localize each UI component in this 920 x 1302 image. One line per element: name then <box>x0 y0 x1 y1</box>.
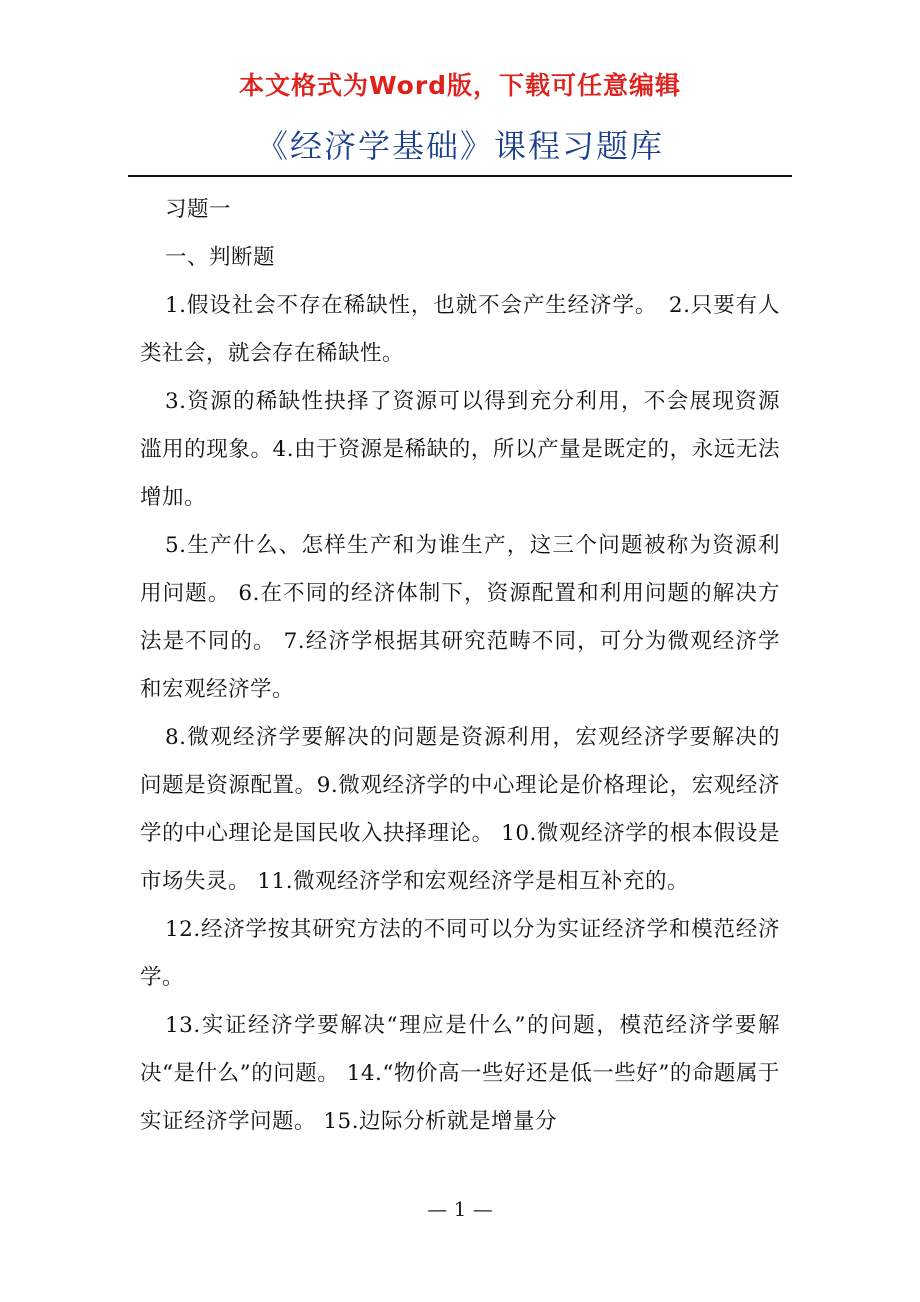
document-body <box>140 186 780 1146</box>
paragraph: 13.实证经济学要解决“理应是什么”的问题，模范经济学要解决“是什么”的问题。 14.“物价高一些好还是低一些好”的命题属于实证经济学问题。 15.边际分析就是增量分 <box>140 1013 780 1134</box>
paragraph: 5.生产什么、怎样生产和为谁生产，这三个问题被称为资源利用问题。 6.在不同的经济体制下，资源配置和利用问题的解决方法是不同的。 7.经济学根据其研究范畴不同，可分为微观经济学和宏观经济学。 <box>140 533 780 702</box>
document-title: 《经济学基础》课程习题库 <box>255 127 664 165</box>
paragraph: 3.资源的稀缺性抉择了资源可以得到充分利用，不会展现资源滥用的现象。4.由于资源是稀缺的，所以产量是既定的，永远无法增加。 <box>140 389 780 510</box>
word-format-notice: 本文格式为Word版，下载可任意编辑 <box>238 71 682 100</box>
section-heading: 一、判断题 <box>165 245 276 270</box>
paragraph: 12.经济学按其研究方法的不同可以分为实证经济学和模范经济学。 <box>140 917 780 990</box>
header-divider <box>128 175 792 177</box>
exercise-heading: 习题一 <box>165 197 232 222</box>
page-number: — 1 — <box>427 1197 493 1221</box>
paragraph: 1.假设社会不存在稀缺性，也就不会产生经济学。 2.只要有人类社会，就会存在稀缺性。 <box>140 293 780 366</box>
paragraph: 8.微观经济学要解决的问题是资源利用，宏观经济学要解决的问题是资源配置。9.微观经济学的中心理论是价格理论，宏观经济学的中心理论是国民收入抉择理论。 10.微观经济学的根本假设是市场失灵。 11.微观经济学和宏观经济学是相互补充的。 <box>140 725 780 894</box>
